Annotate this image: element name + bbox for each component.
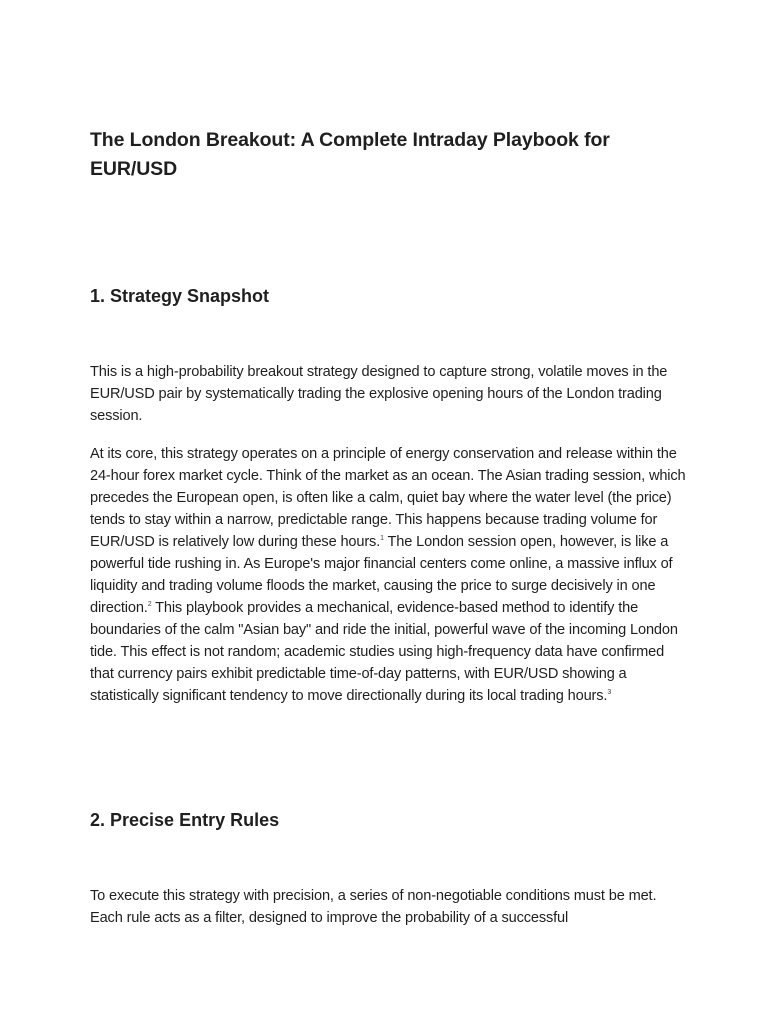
paragraph-text: This playbook provides a mechanical, evidence-based method to identify the boundaries of the calm "Asian bay" and ride the initial, powerful wave of the incoming London tide. This effect is not random; academic studies using high-frequency data have confirmed that currency pairs exhibit predictable time-of-day patterns, with EUR/USD showing a statistically significant tendency to move directionally during its local trading hours. [90, 600, 678, 704]
section-heading-strategy-snapshot: 1. Strategy Snapshot [90, 286, 270, 306]
footnote-ref-3[interactable]: 3 [607, 689, 612, 697]
entry-rules-paragraph-1: To execute this strategy with precision, a series of non-negotiable conditions must be met. Each rule acts as a filter, designed to improve the probability of a successful [90, 888, 657, 926]
page-title: The London Breakout: A Complete Intraday Playbook for EUR/USD [90, 129, 610, 180]
strategy-snapshot-paragraph-1: This is a high-probability breakout strategy designed to capture strong, volatile moves in the EUR/USD pair by systematically trading the explosive opening hours of the London trading session. [90, 364, 668, 424]
strategy-snapshot-paragraph-2 [90, 443, 686, 707]
footnote-ref-1[interactable]: 1 [380, 535, 384, 543]
section-heading-entry-rules: 2. Precise Entry Rules [90, 810, 280, 830]
footnote-ref-2[interactable]: 2 [147, 601, 152, 609]
paragraph-text: At its core, this strategy operates on a principle of energy conservation and release within the 24-hour forex market cycle. Think of the market as an ocean. The Asian trading session, which precedes the European open, is often like a calm, quiet bay where the water level (the price) tends to stay within a narrow, predictable range. This happens because trading volume for EUR/USD is relatively low during these hours. [90, 446, 686, 550]
paragraph-text: The London session open, however, is like a powerful tide rushing in. As Europe's major financial centers come online, a massive influx of liquidity and trading volume floods the market, causing the price to surge decisively in one direction. [90, 534, 673, 616]
